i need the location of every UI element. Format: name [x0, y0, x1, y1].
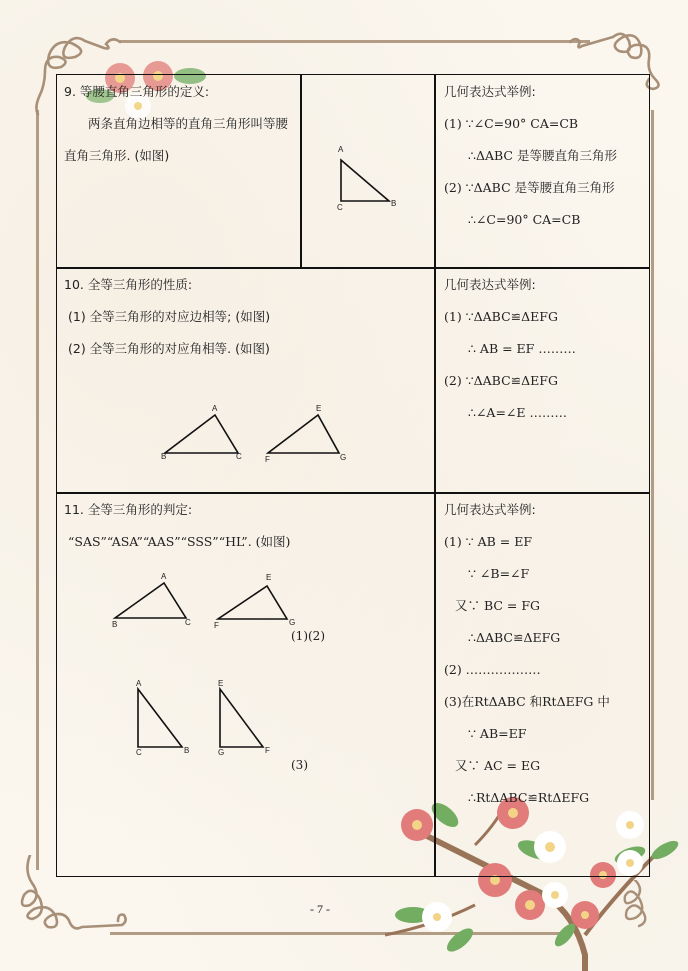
- section-10-body-line-2: (2) 全等三角形的对应角相等. (如图): [68, 341, 270, 356]
- section-9-example-2: ∴ΔABC 是等腰直角三角形: [468, 148, 617, 163]
- section-9-example-3: (2) ∵ΔABC 是等腰直角三角形: [444, 180, 615, 195]
- figure-caption-3: (3): [291, 758, 308, 772]
- label-A: A: [136, 679, 142, 688]
- label-A: A: [212, 404, 218, 413]
- label-F: F: [265, 746, 270, 755]
- section-9-title: 9. 等腰直角三角形的定义:: [64, 84, 210, 99]
- section-11-example-2: ∵ ∠B=∠F: [468, 566, 530, 581]
- label-A: A: [161, 572, 167, 581]
- label-C: C: [337, 203, 343, 212]
- section-9-example-4: ∴∠C=90° CA=CB: [468, 212, 581, 227]
- section-11-example-6: (3)在RtΔABC 和RtΔEFG 中: [444, 694, 610, 709]
- section-10-examples-title: 几何表达式举例:: [444, 277, 536, 292]
- label-C: C: [236, 452, 242, 461]
- section-10-title: 10. 全等三角形的性质:: [64, 277, 193, 292]
- section-11-example-1: (1) ∵ AB = EF: [444, 534, 533, 549]
- label-A: A: [338, 145, 344, 154]
- label-E: E: [316, 404, 322, 413]
- section-11-title: 11. 全等三角形的判定:: [64, 502, 193, 517]
- label-C: C: [185, 618, 191, 627]
- row-divider-1: [56, 267, 650, 269]
- col-divider-figure: [300, 74, 302, 268]
- section-9-body-line-2: 直角三角形. (如图): [64, 148, 170, 163]
- section-10-example-4: ∴∠A=∠E ………: [468, 405, 567, 420]
- section-9-body-line-1: 两条直角边相等的直角三角形叫等腰: [88, 116, 289, 131]
- section-11-example-9: ∴RtΔABC≌RtΔEFG: [468, 790, 590, 805]
- label-G: G: [289, 618, 296, 627]
- label-F: F: [214, 621, 219, 630]
- row-divider-2: [56, 492, 650, 494]
- section-11-body-line-1: “SAS”“ASA”“AAS”“SSS”“HL”. (如图): [68, 534, 291, 549]
- right-triangle-efg-hl-figure-icon: [215, 685, 270, 750]
- label-G: G: [340, 453, 347, 462]
- label-C: C: [136, 748, 142, 757]
- right-triangle-figure-icon: [336, 155, 396, 205]
- label-B: B: [391, 199, 397, 208]
- section-11-example-5: (2) ………………: [444, 662, 541, 677]
- label-B: B: [112, 620, 118, 629]
- label-F: F: [265, 455, 270, 464]
- frame-right-line: [651, 110, 654, 800]
- label-E: E: [266, 573, 272, 582]
- section-9-examples-title: 几何表达式举例:: [444, 84, 536, 99]
- label-B: B: [161, 452, 167, 461]
- section-10-example-3: (2) ∵ΔABC≌ΔEFG: [444, 373, 558, 388]
- section-9-example-1: (1) ∵∠C=90° CA=CB: [444, 116, 579, 131]
- frame-left-line: [36, 110, 39, 870]
- section-11-example-3: 又∵ BC = FG: [455, 598, 541, 613]
- right-triangle-abc-hl-figure-icon: [133, 685, 188, 750]
- section-10-example-2: ∴ AB = EF ………: [468, 341, 576, 356]
- label-B: B: [184, 746, 190, 755]
- section-11-example-4: ∴ΔABC≌ΔEFG: [468, 630, 561, 645]
- figure-caption-1-2: (1)(2): [291, 629, 325, 643]
- col-divider-examples: [434, 74, 436, 877]
- section-10-example-1: (1) ∵ΔABC≌ΔEFG: [444, 309, 558, 324]
- section-10-body-line-1: (1) 全等三角形的对应边相等; (如图): [68, 309, 271, 324]
- frame-top-line: [120, 40, 590, 43]
- triangle-abc-sas-figure-icon: [110, 578, 200, 623]
- page-number: - 7 -: [310, 902, 330, 916]
- section-11-example-7: ∵ AB=EF: [468, 726, 527, 741]
- section-11-example-8: 又∵ AC = EG: [455, 758, 541, 773]
- section-11-examples-title: 几何表达式举例:: [444, 502, 536, 517]
- label-E: E: [218, 679, 224, 688]
- label-G: G: [218, 748, 225, 757]
